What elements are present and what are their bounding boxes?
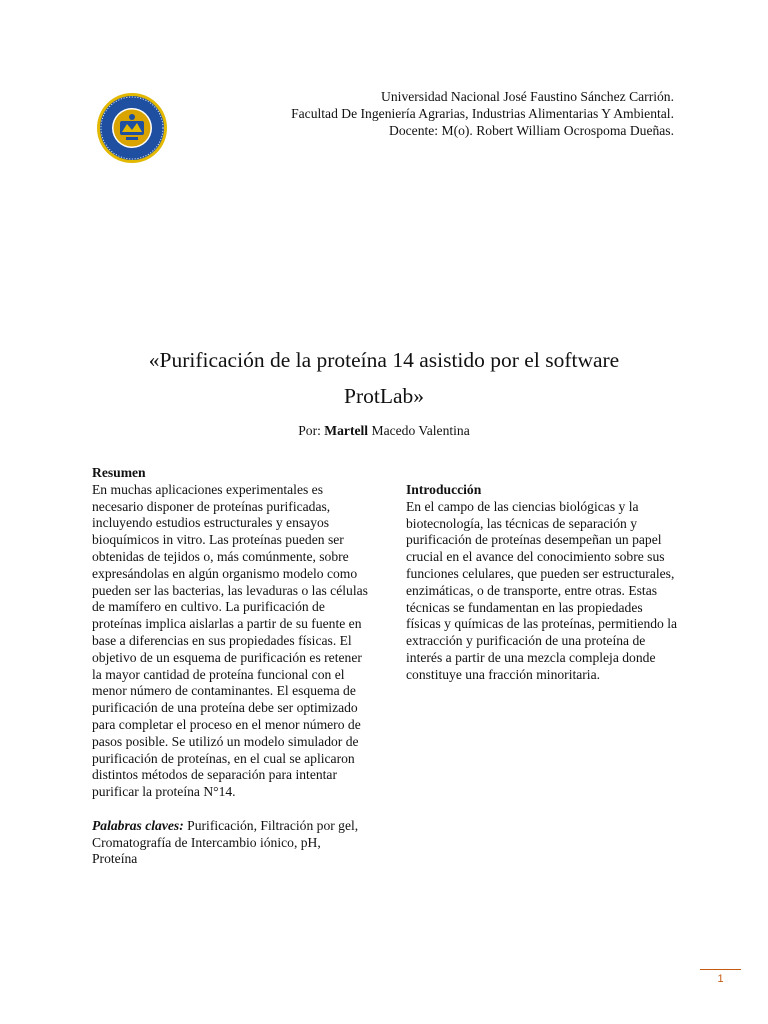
introduction-heading: Introducción xyxy=(406,482,482,497)
header-faculty: Facultad De Ingeniería Agrarias, Industrias Alimentarias Y Ambiental. xyxy=(291,106,674,121)
document-title xyxy=(60,342,708,414)
title-line-1: «Purificación de la proteína 14 asistido por el software xyxy=(148,348,620,372)
footer-divider xyxy=(700,969,741,970)
header-professor: Docente: M(o). Robert William Ocrospoma Dueñas. xyxy=(389,123,674,138)
keywords-list: Purificación, Filtración por gel, Cromatografía de Intercambio iónico, pH, Proteína xyxy=(92,817,359,867)
institution-header xyxy=(154,88,674,139)
abstract-heading: Resumen xyxy=(92,465,146,480)
title-line-2: ProtLab» xyxy=(343,384,425,408)
author-prefix: Por: xyxy=(298,423,321,438)
author-name: Macedo Valentina xyxy=(371,423,470,438)
page-number: 1 xyxy=(717,973,724,985)
introduction-body: En el campo de las ciencias biológicas y la biotecnología, las técnicas de separación y purificación de proteínas desempeñan un papel crucial en el avance del conocimiento sobre sus funciones celulares, que pueden ser estructurales, enzimáticas, o de transporte, entre otras. Estas técnicas se fundamentan en las propiedades físicas y químicas de las proteínas, permitiendo la extracción y purificación de una proteína de interés a partir de una mezcla compleja donde constituye una fracción minoritaria. xyxy=(406,498,678,682)
abstract-body: En muchas aplicaciones experimentales es necesario disponer de proteínas purificadas, incluyendo estudios estructurales y ensayos bioquímicos in vitro. Las proteínas pueden ser obtenidas de tejidos o, más comúnmente, sobre expresándolas en algún organismo modelo como pueden ser las bacterias, las levaduras o las células de mamífero en cultivo. La purificación de proteínas implica aislarlas a partir de su fuente en base a diferencias en sus propiedades físicas. El objetivo de un esquema de purificación es retener la mayor cantidad de proteína funcional con el menor número de contaminantes. El esquema de purificación de una proteína debe ser optimizado para completar el proceso en el menor número de pasos posible. Se utilizó un modelo simulador de purificación de proteínas, en el cual se aplicaron distintos métodos de separación para intentar purificar la proteína N°14. xyxy=(92,481,368,800)
introduction-section xyxy=(406,482,678,684)
author-surname: Martell xyxy=(324,423,369,438)
keywords-paragraph xyxy=(92,818,368,868)
header-university: Universidad Nacional José Faustino Sánchez Carrión. xyxy=(381,89,674,104)
author-line xyxy=(60,422,708,440)
keywords-label: Palabras claves: xyxy=(92,817,184,833)
abstract-section xyxy=(92,465,368,868)
